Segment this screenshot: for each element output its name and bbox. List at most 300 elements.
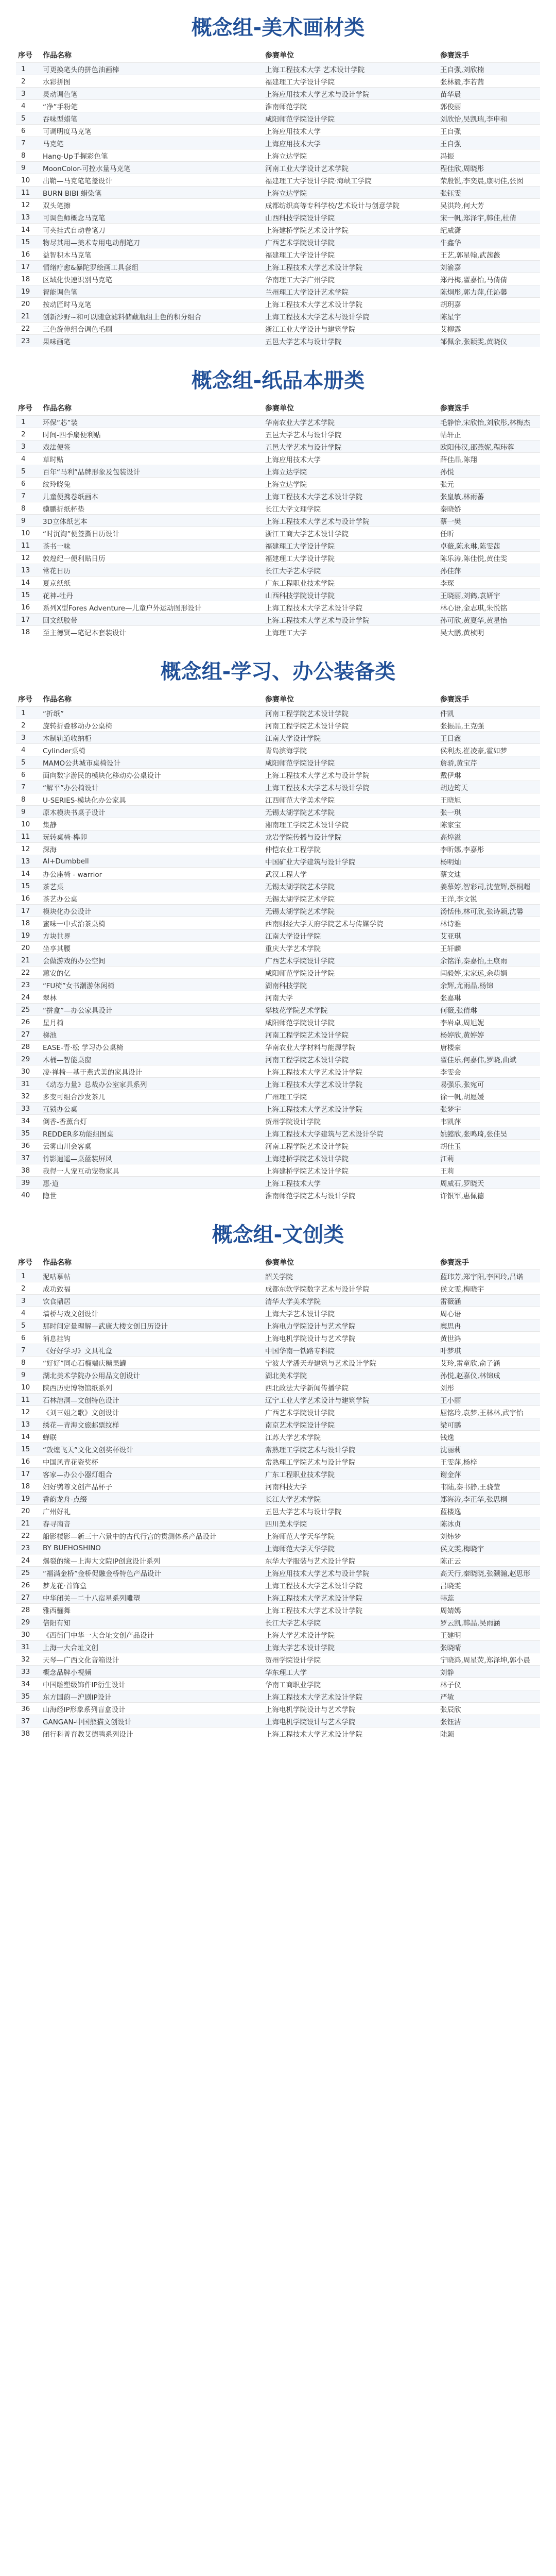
cell-org: 西北政法大学新闻传播学院 xyxy=(265,1384,349,1393)
table-row xyxy=(16,1065,540,1078)
cell-player: 高天行,秦晓晓,张灏瀚,赵思形 xyxy=(438,1567,540,1579)
cell-org: 常熟理工学院艺术与设计学院 xyxy=(265,1458,356,1467)
cell-no: 15 xyxy=(16,236,41,248)
cell-player: 余铭洋,秦嘉怡,王康雨 xyxy=(438,954,540,967)
cell-org: 上海建桥学院艺术设计学院 xyxy=(263,1152,438,1164)
cell-player: 张林毅,李若茜 xyxy=(440,78,484,87)
cell-org: 上海工程技术大学艺术设计学院 xyxy=(265,604,362,613)
cell-org: 上海工程技术大学艺术设计学院 xyxy=(265,1606,362,1615)
cell-work: 《动态力量》总裁办公室家具系列 xyxy=(41,1078,263,1090)
cell-org: 贺州学院设计学院 xyxy=(265,1117,321,1126)
cell-org: 兰州理工大学设计艺术学院 xyxy=(263,285,438,298)
table-header-row xyxy=(16,401,540,416)
cell-player: 汤恬伟,林可欣,张诗颖,沈馨 xyxy=(438,905,540,917)
table-row xyxy=(16,298,540,310)
column-header-org: 参赛单位 xyxy=(265,1259,294,1267)
cell-player: 王晓旭 xyxy=(440,796,461,805)
cell-player: 杨明灿 xyxy=(438,855,540,868)
cell-work: “FU椅”女书潮游休闲椅 xyxy=(41,979,263,991)
cell-no: 7 xyxy=(16,781,41,793)
table-row xyxy=(16,991,540,1004)
cell-no: 1 xyxy=(16,63,41,75)
cell-no: 15 xyxy=(16,1443,41,1455)
cell-org: 上海工程技术大学艺术设计学院 xyxy=(265,1582,362,1590)
table-row xyxy=(16,1357,540,1369)
table-row xyxy=(16,1629,540,1641)
cell-work: 茶书一味 xyxy=(41,539,263,552)
cell-work: 爆裂的缘—上海大文院IP创意设计系列 xyxy=(43,1557,161,1566)
cell-no: 21 xyxy=(16,310,41,323)
table-row xyxy=(16,1004,540,1016)
cell-org: 重庆大学艺术学院 xyxy=(265,944,321,953)
table-row xyxy=(16,1295,540,1307)
cell-org: 无锡太湖学院艺术学院 xyxy=(263,905,438,917)
table-row xyxy=(16,236,540,248)
table-row xyxy=(16,707,540,719)
cell-no: 2 xyxy=(21,1284,26,1293)
table-row xyxy=(16,1140,540,1152)
cell-org: 上海电机学院设计与艺术学院 xyxy=(265,1705,356,1714)
cell-work: 三色旋伸组合调色毛刷 xyxy=(43,325,112,334)
cell-no: 14 xyxy=(21,225,30,234)
cell-org: 广西艺术学院设计学院 xyxy=(263,236,438,248)
cell-player: 陈冰贞 xyxy=(438,1517,540,1530)
cell-no: 29 xyxy=(16,1053,41,1065)
cell-no: 9 xyxy=(16,515,41,527)
cell-work: 妇好鸮尊文创产品杯子 xyxy=(43,1483,112,1492)
award-table xyxy=(16,1255,540,1739)
cell-work: 创新沙野~和可以随意滤料储藏瓶组上色的积分组合 xyxy=(41,310,263,323)
cell-org: 河南工程学院艺术设计学院 xyxy=(265,1142,349,1151)
cell-org: 上海理工大学 xyxy=(265,629,307,637)
table-row xyxy=(16,1152,540,1164)
cell-player: 梁可鹏 xyxy=(438,1418,540,1431)
cell-work: 广州好礼 xyxy=(43,1507,71,1516)
cell-org: 淮南师范学院艺术与设计学院 xyxy=(265,1192,356,1200)
cell-org: 江南大学设计学院 xyxy=(263,929,438,942)
cell-org: 上海建桥学院艺术设计学院 xyxy=(265,1167,349,1176)
cell-player: 孙悦,赵嘉仪,林锦成 xyxy=(438,1369,540,1381)
cell-org: 上海工程技术大学 xyxy=(263,1177,438,1189)
cell-org: 上海工程技术大学艺术与设计学院 xyxy=(263,614,438,626)
cell-no: 15 xyxy=(16,589,41,601)
cell-work: 面向数字游民的模块化移动办公桌设计 xyxy=(43,771,161,780)
table-header-row xyxy=(16,48,540,63)
table-row xyxy=(16,465,540,478)
cell-work: 《西街门中华一大合址文创产品设计 xyxy=(43,1631,154,1640)
section-title: 概念组-文创类 xyxy=(212,1223,344,1247)
cell-work: 梯池 xyxy=(41,1028,263,1041)
cell-player: 胡玥嘉 xyxy=(440,300,461,309)
cell-player: 牛鑫华 xyxy=(438,236,540,248)
cell-org: 华南农业大学艺术学院 xyxy=(263,416,438,428)
cell-org: 江苏大学艺术学院 xyxy=(265,1433,321,1442)
cell-no: 37 xyxy=(16,1715,41,1727)
cell-no: 6 xyxy=(21,126,26,135)
column-header-org: 参赛单位 xyxy=(265,696,294,704)
table-row xyxy=(16,1282,540,1295)
cell-player: 宋一帆,郑泽宇,韩佳,杜倩 xyxy=(438,211,540,224)
cell-org: 五邑大学艺术与设计学院 xyxy=(265,1507,342,1516)
cell-player: 冯振 xyxy=(440,152,454,161)
cell-player: 张辰欣 xyxy=(440,1705,461,1714)
table-row xyxy=(16,564,540,577)
cell-org: 华东理工大学 xyxy=(263,1666,438,1678)
column-header-work: 作品名称 xyxy=(43,1259,72,1267)
cell-no: 4 xyxy=(21,101,26,110)
cell-player: 蓝楼逸 xyxy=(440,1507,461,1516)
table-row xyxy=(16,1653,540,1666)
cell-org: 上海师范大学天华学院 xyxy=(263,1542,438,1554)
section-1 xyxy=(0,0,556,353)
table-row xyxy=(16,781,540,793)
cell-org: 上海工程技术大学艺术与设计学院 xyxy=(263,515,438,527)
cell-player: 任昕 xyxy=(440,530,454,538)
table-row xyxy=(16,1579,540,1591)
cell-work: 竹影逍遥—桌蓝装屏风 xyxy=(41,1152,263,1164)
section-title: 概念组-美术画材类 xyxy=(191,16,365,40)
cell-player: 毛静怡,宋欣怡,刘欣彤,林梅杰 xyxy=(438,416,540,428)
cell-work: 石林溶洞—文创特色设计 xyxy=(41,1394,263,1406)
cell-org: 武汉工程大学 xyxy=(265,870,307,879)
cell-org: 上海立达学院 xyxy=(265,480,307,489)
cell-work: 概念品牌小视频 xyxy=(41,1666,263,1678)
cell-work: 成功致福 xyxy=(43,1285,71,1294)
cell-player: 陈家宝 xyxy=(440,821,461,829)
section-2 xyxy=(0,353,556,644)
cell-org: 上海工程技术大学艺术与设计学院 xyxy=(263,781,438,793)
cell-no: 26 xyxy=(21,1581,30,1589)
cell-org: 攀枝花学院艺术学院 xyxy=(263,1004,438,1016)
cell-player: 侯文雯,梅晓宇 xyxy=(438,1542,540,1554)
cell-org: 青岛滨海学院 xyxy=(265,747,307,755)
cell-player: 韦凯萍 xyxy=(440,1117,461,1126)
section-4 xyxy=(0,1207,556,1745)
table-row xyxy=(16,174,540,187)
cell-work: 我得一人宠互动宠物家具 xyxy=(43,1167,119,1176)
table-row xyxy=(16,1666,540,1678)
cell-player: 王建明 xyxy=(440,1631,461,1640)
table-row xyxy=(16,88,540,100)
cell-player: 翟佳乐,何嘉伟,罗晓,曲斌 xyxy=(438,1053,540,1065)
cell-no: 25 xyxy=(16,1567,41,1579)
award-table xyxy=(16,48,540,347)
cell-org: 上海应用技术大学艺术与设计学院 xyxy=(263,1567,438,1579)
cell-no: 23 xyxy=(16,335,41,347)
cell-no: 1 xyxy=(16,1270,41,1282)
cell-org: 浙江工商大学艺术设计学院 xyxy=(265,530,349,538)
cell-player: 郑海涛,李正华,张思桐 xyxy=(438,1493,540,1505)
column-header-player: 参赛选手 xyxy=(440,404,469,413)
cell-no: 7 xyxy=(16,490,41,502)
cell-player: 黄世鸿 xyxy=(440,1334,461,1343)
table-row xyxy=(16,1678,540,1690)
cell-player: 何薇,张倩琳 xyxy=(438,1004,540,1016)
cell-work: 香韵龙舟-点缀 xyxy=(41,1493,263,1505)
cell-player: 艾亚琪 xyxy=(438,929,540,942)
cell-work: 物尽其用—美术专用电动削笔刀 xyxy=(41,236,263,248)
cell-org: 广州理工学院 xyxy=(265,1093,307,1101)
table-row xyxy=(16,273,540,285)
cell-work: 陕西历史博物馆纸系列 xyxy=(43,1384,112,1393)
table-row xyxy=(16,1307,540,1319)
cell-work: 坐享其腰 xyxy=(43,944,71,953)
table-row xyxy=(16,1394,540,1406)
cell-work: 环保“芯”装 xyxy=(41,416,263,428)
table-row xyxy=(16,552,540,564)
cell-player: 孙佳萍 xyxy=(438,564,540,577)
cell-player: 荣殷锐,李奕晨,康明佳,张囡 xyxy=(440,177,524,185)
cell-no: 2 xyxy=(21,77,26,86)
cell-org: 湖南科技学院 xyxy=(263,979,438,991)
cell-work: 可调色师概念马克笔 xyxy=(41,211,263,224)
cell-player: 艾玲,雷童欣,俞子涵 xyxy=(440,1359,500,1368)
cell-org: 上海工程技术大学艺术与设计学院 xyxy=(265,771,370,780)
cell-org: 山西科技学院设计学院 xyxy=(263,589,438,601)
cell-org: 无锡太湖学院艺术学院 xyxy=(263,880,438,892)
cell-player: 王小丽 xyxy=(438,1394,540,1406)
cell-work: 木制轨道收纳柜 xyxy=(41,732,263,744)
cell-work: 灵动调色笔 xyxy=(41,88,263,100)
cell-player: 蔡一樊 xyxy=(438,515,540,527)
cell-no: 27 xyxy=(16,1591,41,1604)
column-header-player: 参赛选手 xyxy=(440,1259,469,1267)
cell-org: 五邑大学艺术与设计学院 xyxy=(265,431,342,439)
cell-work: 集静 xyxy=(43,821,57,829)
cell-no: 18 xyxy=(21,1482,30,1490)
table-row xyxy=(16,855,540,868)
cell-no: 35 xyxy=(16,1690,41,1703)
cell-player: 高煌溢 xyxy=(438,831,540,843)
cell-work: “时沉淘”便签撕日历设计 xyxy=(43,530,119,538)
cell-work: 时间-四季扇便利贴 xyxy=(43,431,101,439)
cell-work: 蝉联 xyxy=(43,1433,57,1442)
cell-org: 中国华南一铁路专科院 xyxy=(263,1344,438,1357)
cell-player: 钱逸 xyxy=(440,1433,454,1442)
cell-no: 8 xyxy=(21,795,26,804)
cell-work: 凌·禅椅—基于燕式美的家具设计 xyxy=(43,1068,143,1077)
cell-no: 11 xyxy=(16,539,41,552)
cell-org: 无锡太湖学院艺术学院 xyxy=(265,895,335,904)
cell-no: 14 xyxy=(21,1432,30,1441)
cell-no: 40 xyxy=(21,1191,30,1199)
cell-work: 百年“马利”品牌形象及包装设计 xyxy=(41,465,263,478)
cell-org: 广东工程职业技术学院 xyxy=(265,579,335,588)
table-row xyxy=(16,942,540,954)
cell-no: 36 xyxy=(21,1141,30,1150)
cell-no: 10 xyxy=(21,1383,30,1392)
table-row xyxy=(16,539,540,552)
table-row xyxy=(16,1616,540,1629)
table-row xyxy=(16,843,540,855)
cell-player: 薛佳晶,陈翔 xyxy=(440,455,477,464)
cell-no: 15 xyxy=(16,880,41,892)
cell-no: 12 xyxy=(21,844,30,853)
cell-player: 张钰雯 xyxy=(438,187,540,199)
cell-no: 2 xyxy=(21,430,26,438)
cell-no: 39 xyxy=(16,1177,41,1189)
cell-work: “净”手粉笔 xyxy=(43,103,78,111)
cell-work: “解平”办公椅设计 xyxy=(41,781,263,793)
cell-player: 糜思冉 xyxy=(438,1319,540,1332)
cell-work: 《刘三姐之歌》文创设计 xyxy=(43,1409,119,1417)
table-row xyxy=(16,806,540,818)
cell-player: 陈正云 xyxy=(440,1557,461,1566)
table-row xyxy=(16,831,540,843)
cell-work: Cylinder桌椅 xyxy=(43,747,85,755)
table-row xyxy=(16,589,540,601)
cell-no: 16 xyxy=(21,603,30,612)
table-header-row xyxy=(16,1255,540,1270)
cell-org: 长江大学艺术学院 xyxy=(263,1616,438,1629)
cell-player: 王莉 xyxy=(440,1167,454,1176)
cell-player: 王雯萍,杨梓 xyxy=(440,1458,477,1467)
cell-player: 戴伊琳 xyxy=(440,771,461,780)
cell-no: 3 xyxy=(16,732,41,744)
table-row xyxy=(16,1381,540,1394)
table-row xyxy=(16,1177,540,1189)
cell-org: 华南工商职业学院 xyxy=(265,1681,321,1689)
table-row xyxy=(16,248,540,261)
column-header-work: 作品名称 xyxy=(43,404,72,413)
table-row xyxy=(16,502,540,515)
table-row xyxy=(16,577,540,589)
cell-work: “好好”同心石榴端庆糖果罐 xyxy=(43,1359,127,1368)
cell-org: 河南大学 xyxy=(265,994,293,1003)
cell-org: 上海立达学院 xyxy=(263,187,438,199)
cell-work: 倍阳有知 xyxy=(41,1616,263,1629)
cell-player: 刘彤 xyxy=(440,1384,454,1393)
cell-org: 河南工业大学设计艺术学院 xyxy=(263,162,438,174)
cell-work: AI+Dumbbell xyxy=(41,855,263,868)
cell-work: 旋转折叠移动办公桌椅 xyxy=(43,722,112,731)
cell-org: 上海工程技术大学艺术设计学院 xyxy=(265,1068,362,1077)
table-row xyxy=(16,979,540,991)
cell-work: 泥咕摹帖 xyxy=(41,1270,263,1282)
table-row xyxy=(16,1127,540,1140)
table-row xyxy=(16,793,540,806)
cell-player: 欧阳伟汉,邵燕妮,程玮蓉 xyxy=(438,440,540,453)
cell-no: 3 xyxy=(16,1295,41,1307)
cell-org: 广西艺术学院设计学院 xyxy=(263,954,438,967)
cell-work: 船影楼影—新三十六景中的古代行宫的贯测体系产品设计 xyxy=(43,1532,217,1541)
cell-org: 上海建桥学院艺术设计学院 xyxy=(265,226,349,235)
cell-player: 唐楼豪 xyxy=(440,1043,461,1052)
table-row xyxy=(16,125,540,137)
table-row xyxy=(16,1505,540,1517)
cell-no: 21 xyxy=(16,954,41,967)
cell-player: 许银军,惠佩德 xyxy=(440,1192,484,1200)
cell-org: 福建理工大学设计学院 xyxy=(265,554,335,563)
cell-work: 3D立体纸艺本 xyxy=(41,515,263,527)
cell-work: 星月椅 xyxy=(43,1019,64,1027)
cell-work: 深海 xyxy=(43,845,57,854)
table-row xyxy=(16,1164,540,1177)
column-header-player: 参赛选手 xyxy=(440,52,469,60)
cell-player: 张一琪 xyxy=(438,806,540,818)
cell-player: 孙悦 xyxy=(438,465,540,478)
table-row xyxy=(16,626,540,638)
table-row xyxy=(16,892,540,905)
cell-no: 21 xyxy=(16,1517,41,1530)
table-row xyxy=(16,1332,540,1344)
column-header-org: 参赛单位 xyxy=(265,52,294,60)
cell-work: “折纸” xyxy=(41,707,263,719)
cell-org: 四川美术学院 xyxy=(263,1517,438,1530)
table-row xyxy=(16,1028,540,1041)
table-row xyxy=(16,756,540,769)
cell-no: 9 xyxy=(16,806,41,818)
cell-no: 28 xyxy=(21,1042,30,1051)
cell-org: 上海工程技术大学建筑与艺术设计学院 xyxy=(263,1127,438,1140)
table-row xyxy=(16,515,540,527)
cell-org: 上海应用技术大学艺术与设计学院 xyxy=(263,88,438,100)
cell-no: 16 xyxy=(21,250,30,259)
cell-no: 33 xyxy=(16,1103,41,1115)
cell-no: 29 xyxy=(16,1616,41,1629)
cell-no: 18 xyxy=(21,275,30,283)
cell-work: 会做游戏的办公空间 xyxy=(41,954,263,967)
cell-org: 上海电机学院设计与艺术学院 xyxy=(263,1715,438,1727)
table-row xyxy=(16,880,540,892)
cell-player: 艾柳露 xyxy=(440,325,461,334)
cell-no: 6 xyxy=(21,1333,26,1342)
cell-org: 成都纺织高等专科学校/艺术设计与创意学院 xyxy=(265,201,400,210)
cell-no: 18 xyxy=(21,919,30,927)
cell-player: 姜慕婷,智彩司,沈莹辉,蔡桐超 xyxy=(438,880,540,892)
cell-org: 长江大学文理学院 xyxy=(265,505,321,514)
cell-work: 春寻南音 xyxy=(41,1517,263,1530)
cell-no: 8 xyxy=(21,151,26,160)
cell-player: 王自强 xyxy=(438,137,540,149)
table-row xyxy=(16,732,540,744)
cell-org: 华南农业大学材料与能源学院 xyxy=(265,1043,356,1052)
cell-work: 系列X型Fores Adventure—儿童户外运动图形设计 xyxy=(43,604,202,613)
cell-org: 河南工程学院艺术设计学院 xyxy=(263,1053,438,1065)
cell-work: 敦煌纪一便利贴日历 xyxy=(43,554,106,563)
section-title: 概念组-学习、办公装备类 xyxy=(160,660,396,684)
cell-no: 16 xyxy=(21,1457,30,1466)
cell-org: 上海应用技术大学 xyxy=(263,137,438,149)
cell-no: 26 xyxy=(21,1018,30,1026)
table-row xyxy=(16,1189,540,1201)
cell-player: 件凯 xyxy=(438,707,540,719)
cell-no: 19 xyxy=(16,929,41,942)
table-row xyxy=(16,211,540,224)
cell-player: 易强乐,张宛可 xyxy=(438,1078,540,1090)
cell-org: 贺州学院设计学院 xyxy=(265,1656,321,1665)
cell-player: 陈炯彤,郭力萍,任沁馨 xyxy=(438,285,540,298)
cell-work: 蜜味一中式治茶桌椅 xyxy=(43,920,106,928)
cell-player: 林心语,金志琪,朱悦铭 xyxy=(440,604,508,613)
table-row xyxy=(16,1468,540,1480)
cell-work: 至主德贤—笔记本套装设计 xyxy=(43,629,126,637)
table-row xyxy=(16,323,540,335)
table-row xyxy=(16,1567,540,1579)
cell-work: 茶艺桌 xyxy=(41,880,263,892)
cell-player: 王日鑫 xyxy=(438,732,540,744)
table-row xyxy=(16,1554,540,1567)
cell-no: 5 xyxy=(16,112,41,125)
cell-org: 广西艺术学院设计学院 xyxy=(265,1409,335,1417)
table-row xyxy=(16,1053,540,1065)
table-row xyxy=(16,63,540,75)
cell-work: 区域化快速识别马克笔 xyxy=(43,276,112,284)
cell-no: 33 xyxy=(16,1666,41,1678)
cell-work: 隐世 xyxy=(43,1192,57,1200)
cell-player: 郑丹梅,翟嘉怡,马倩倩 xyxy=(440,276,508,284)
cell-no: 9 xyxy=(16,162,41,174)
